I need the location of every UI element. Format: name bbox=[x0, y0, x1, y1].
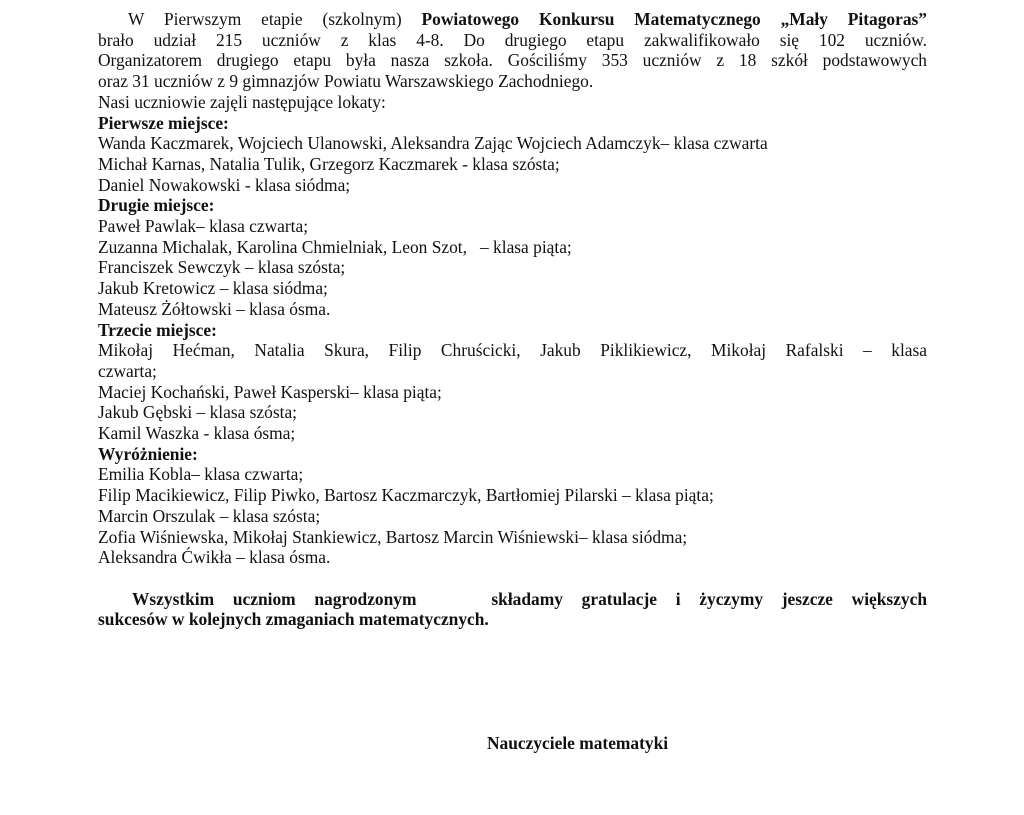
list-item: Michał Karnas, Natalia Tulik, Grzegorz Kaczmarek - klasa szósta; bbox=[98, 153, 560, 174]
section-heading-third-place: Trzecie miejsce: bbox=[98, 319, 217, 340]
list-item: Mateusz Żółtowski – klasa ósma. bbox=[98, 298, 331, 319]
list-item: Jakub Gębski – klasa szósta; bbox=[98, 402, 297, 423]
list-item: Marcin Orszulak – klasa szósta; bbox=[98, 505, 321, 526]
list-item: Franciszek Sewczyk – klasa szósta; bbox=[98, 257, 346, 278]
closing-paragraph bbox=[98, 589, 927, 630]
intro-line-3: Organizatorem drugiego etapu była nasza szkoła. Gościliśmy 353 uczniów z 18 szkół podstawowych bbox=[98, 50, 927, 71]
list-item: Daniel Nowakowski - klasa siódma; bbox=[98, 174, 351, 195]
list-item: Zuzanna Michalak, Karolina Chmielniak, Leon Szot, – klasa piąta; bbox=[98, 236, 572, 257]
section-second-place bbox=[98, 195, 927, 319]
document-page bbox=[98, 9, 927, 630]
section-distinction bbox=[98, 444, 927, 568]
list-item: Wanda Kaczmarek, Wojciech Ulanowski, Aleksandra Zając Wojciech Adamczyk– klasa czwarta bbox=[98, 133, 768, 154]
intro-line-1 bbox=[98, 9, 927, 30]
intro-line-1-prefix: W Pierwszym etapie (szkolnym) bbox=[128, 9, 422, 29]
intro-line-4: oraz 31 uczniów z 9 gimnazjów Powiatu Warszawskiego Zachodniego. bbox=[98, 71, 594, 92]
intro-line-5: Nasi uczniowie zajęli następujące lokaty: bbox=[98, 91, 386, 112]
list-item: Filip Macikiewicz, Filip Piwko, Bartosz Kaczmarczyk, Bartłomiej Pilarski – klasa piąta; bbox=[98, 485, 714, 506]
closing-line-2: sukcesów w kolejnych zmaganiach matematycznych. bbox=[98, 609, 489, 630]
list-item: czwarta; bbox=[98, 360, 157, 381]
section-first-place bbox=[98, 113, 927, 196]
intro-paragraph bbox=[98, 9, 927, 113]
list-item: Aleksandra Ćwikła – klasa ósma. bbox=[98, 547, 331, 568]
list-item: Paweł Pawlak– klasa czwarta; bbox=[98, 216, 309, 237]
list-item: Mikołaj Hećman, Natalia Skura, Filip Chruścicki, Jakub Piklikiewicz, Mikołaj Rafalski – klasa bbox=[98, 340, 927, 361]
list-item: Kamil Waszka - klasa ósma; bbox=[98, 423, 296, 444]
list-item: Emilia Kobla– klasa czwarta; bbox=[98, 464, 304, 485]
section-heading-distinction: Wyróżnienie: bbox=[98, 443, 198, 464]
list-item: Zofia Wiśniewska, Mikołaj Stankiewicz, Bartosz Marcin Wiśniewski– klasa siódma; bbox=[98, 526, 688, 547]
signature: Nauczyciele matematyki bbox=[487, 733, 669, 753]
closing-line-1: Wszystkim uczniom nagrodzonym składamy gratulacje i życzymy jeszcze większych bbox=[132, 588, 927, 609]
section-third-place bbox=[98, 320, 927, 444]
contest-name: Powiatowego Konkursu Matematycznego „Mały Pitagoras” bbox=[421, 9, 927, 29]
section-heading-first-place: Pierwsze miejsce: bbox=[98, 112, 229, 133]
list-item: Maciej Kochański, Paweł Kasperski– klasa piąta; bbox=[98, 381, 442, 402]
section-heading-second-place: Drugie miejsce: bbox=[98, 195, 215, 216]
list-item: Jakub Kretowicz – klasa siódma; bbox=[98, 278, 328, 299]
paragraph-spacer bbox=[98, 568, 927, 589]
intro-line-2: brało udział 215 uczniów z klas 4-8. Do drugiego etapu zakwalifikowało się 102 uczniów. bbox=[98, 29, 927, 50]
